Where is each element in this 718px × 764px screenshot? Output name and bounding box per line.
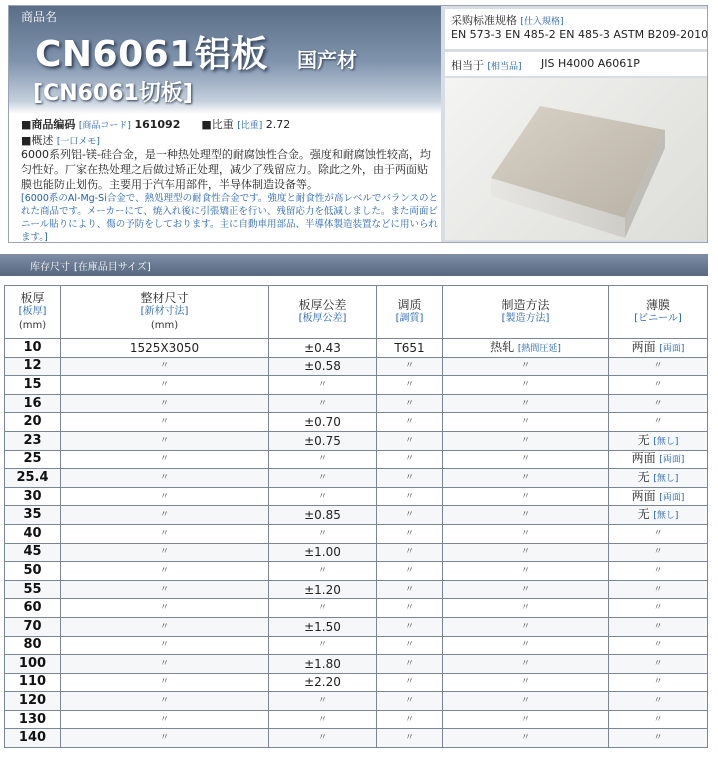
tolerance-cell: 〃 bbox=[269, 524, 377, 543]
product-code-value: 161092 bbox=[134, 118, 181, 131]
tolerance-cell: 〃 bbox=[269, 729, 377, 748]
manufacturing-cell: 热轧 [熱間圧延] bbox=[443, 339, 609, 358]
temper-cell: 〃 bbox=[377, 394, 443, 413]
manufacturing-cell: 〃 bbox=[443, 376, 609, 395]
full-size-cell: 〃 bbox=[61, 599, 269, 618]
table-row bbox=[5, 413, 708, 432]
tolerance-cell: 〃 bbox=[269, 469, 377, 488]
temper-cell: T651 bbox=[377, 339, 443, 358]
full-size-cell: 〃 bbox=[61, 636, 269, 655]
table-row bbox=[5, 692, 708, 711]
film-cell: 〃 bbox=[609, 376, 708, 395]
temper-cell: 〃 bbox=[377, 673, 443, 692]
film-cell: 〃 bbox=[609, 599, 708, 618]
table-row bbox=[5, 710, 708, 729]
product-info-panel bbox=[9, 6, 441, 242]
stock-size-label: 库存尺寸 bbox=[30, 262, 70, 273]
product-code-label-jp: [商品コード] bbox=[78, 121, 131, 131]
table-row bbox=[5, 357, 708, 376]
table-row bbox=[5, 673, 708, 692]
table-row bbox=[5, 431, 708, 450]
manufacturing-cell: 〃 bbox=[443, 710, 609, 729]
tolerance-cell: ±1.00 bbox=[269, 543, 377, 562]
temper-cell: 〃 bbox=[377, 487, 443, 506]
product-title: CN6061铝板 bbox=[35, 34, 268, 75]
manufacturing-cell: 〃 bbox=[443, 692, 609, 711]
manufacturing-cell: 〃 bbox=[443, 469, 609, 488]
equivalent-heading bbox=[451, 57, 522, 73]
header-manufacturing: 制造方法 [製造方法] bbox=[443, 286, 609, 339]
product-name-label: 商品名 bbox=[21, 10, 58, 24]
spec-panel bbox=[441, 6, 707, 242]
header-film: 薄膜 [ビニール] bbox=[609, 286, 708, 339]
manufacturing-cell: 〃 bbox=[443, 729, 609, 748]
full-size-cell: 〃 bbox=[61, 543, 269, 562]
manufacturing-cell: 〃 bbox=[443, 636, 609, 655]
header-temper: 调质 [調質] bbox=[377, 286, 443, 339]
manufacturing-cell: 〃 bbox=[443, 524, 609, 543]
film-cell: 〃 bbox=[609, 655, 708, 674]
table-row bbox=[5, 729, 708, 748]
header-full-size: 整材尺寸 [新材寸法] (mm) bbox=[61, 286, 269, 339]
density-value: 2.72 bbox=[265, 118, 291, 131]
temper-cell: 〃 bbox=[377, 357, 443, 376]
full-size-cell: 〃 bbox=[61, 506, 269, 525]
temper-cell: 〃 bbox=[377, 729, 443, 748]
tolerance-cell: 〃 bbox=[269, 710, 377, 729]
stock-size-title bbox=[30, 258, 151, 273]
film-cell: 〃 bbox=[609, 580, 708, 599]
manufacturing-cell: 〃 bbox=[443, 506, 609, 525]
tolerance-cell: ±0.85 bbox=[269, 506, 377, 525]
full-size-cell: 〃 bbox=[61, 617, 269, 636]
film-cell: 〃 bbox=[609, 692, 708, 711]
full-size-cell: 〃 bbox=[61, 580, 269, 599]
full-size-cell: 〃 bbox=[61, 655, 269, 674]
film-cell: 〃 bbox=[609, 562, 708, 581]
stock-size-table bbox=[4, 285, 708, 748]
manufacturing-cell: 〃 bbox=[443, 543, 609, 562]
tolerance-cell: 〃 bbox=[269, 562, 377, 581]
tolerance-cell: 〃 bbox=[269, 394, 377, 413]
film-cell: 两面 [両面] bbox=[609, 487, 708, 506]
thickness-cell: 55 bbox=[5, 580, 61, 599]
temper-cell: 〃 bbox=[377, 580, 443, 599]
summary-label-jp: [一口メモ] bbox=[56, 137, 100, 147]
thickness-cell: 12 bbox=[5, 357, 61, 376]
tolerance-cell: ±2.20 bbox=[269, 673, 377, 692]
table-row bbox=[5, 562, 708, 581]
tolerance-cell: ±0.70 bbox=[269, 413, 377, 432]
film-cell: 〃 bbox=[609, 636, 708, 655]
thickness-cell: 25.4 bbox=[5, 469, 61, 488]
equivalent-box bbox=[445, 52, 707, 76]
film-cell: 〃 bbox=[609, 543, 708, 562]
temper-cell: 〃 bbox=[377, 636, 443, 655]
table-row bbox=[5, 339, 708, 358]
table-row bbox=[5, 655, 708, 674]
table-row bbox=[5, 376, 708, 395]
manufacturing-cell: 〃 bbox=[443, 562, 609, 581]
temper-cell: 〃 bbox=[377, 524, 443, 543]
table-row bbox=[5, 524, 708, 543]
thickness-cell: 50 bbox=[5, 562, 61, 581]
full-size-cell: 〃 bbox=[61, 431, 269, 450]
full-size-cell: 〃 bbox=[61, 394, 269, 413]
manufacturing-cell: 〃 bbox=[443, 580, 609, 599]
purchase-standard-box bbox=[445, 9, 707, 49]
purchase-standard-label-jp: [仕入規格] bbox=[520, 17, 564, 27]
tolerance-cell: 〃 bbox=[269, 487, 377, 506]
full-size-cell: 〃 bbox=[61, 729, 269, 748]
thickness-cell: 120 bbox=[5, 692, 61, 711]
thickness-cell: 25 bbox=[5, 450, 61, 469]
thickness-cell: 10 bbox=[5, 339, 61, 358]
temper-cell: 〃 bbox=[377, 599, 443, 618]
manufacturing-cell: 〃 bbox=[443, 413, 609, 432]
full-size-cell: 〃 bbox=[61, 562, 269, 581]
header-tolerance: 板厚公差 [板厚公差] bbox=[269, 286, 377, 339]
thickness-cell: 45 bbox=[5, 543, 61, 562]
full-size-cell: 〃 bbox=[61, 469, 269, 488]
tolerance-cell: 〃 bbox=[269, 376, 377, 395]
temper-cell: 〃 bbox=[377, 543, 443, 562]
full-size-cell: 〃 bbox=[61, 413, 269, 432]
temper-cell: 〃 bbox=[377, 655, 443, 674]
tolerance-cell: ±0.58 bbox=[269, 357, 377, 376]
full-size-cell: 〃 bbox=[61, 673, 269, 692]
table-row bbox=[5, 580, 708, 599]
table-body bbox=[5, 339, 708, 748]
temper-cell: 〃 bbox=[377, 450, 443, 469]
tolerance-cell: 〃 bbox=[269, 450, 377, 469]
temper-cell: 〃 bbox=[377, 506, 443, 525]
purchase-standard-heading bbox=[451, 12, 564, 28]
temper-cell: 〃 bbox=[377, 562, 443, 581]
film-cell: 〃 bbox=[609, 357, 708, 376]
thickness-cell: 100 bbox=[5, 655, 61, 674]
table-row bbox=[5, 469, 708, 488]
tolerance-cell: 〃 bbox=[269, 692, 377, 711]
product-code-line bbox=[21, 116, 290, 132]
summary-heading bbox=[21, 132, 100, 148]
thickness-cell: 23 bbox=[5, 431, 61, 450]
film-cell: 两面 [両面] bbox=[609, 450, 708, 469]
thickness-cell: 40 bbox=[5, 524, 61, 543]
full-size-cell: 1525X3050 bbox=[61, 339, 269, 358]
tolerance-cell: ±0.43 bbox=[269, 339, 377, 358]
aluminum-plate-icon bbox=[445, 78, 707, 240]
product-code-label: ■商品编码 bbox=[21, 118, 76, 131]
film-cell: 〃 bbox=[609, 413, 708, 432]
summary-text-zh: 6000系列铝-镁-硅合金，是一种热处理型的耐腐蚀性合金。强度和耐腐蚀性较高，均匀性好。厂家在热处理之后做过矫正处理，减少了残留应力。除此之外，由于两面贴膜也能防止划伤。主要用于汽车用部件，半导体制造设备等。 bbox=[21, 148, 431, 191]
table-row bbox=[5, 506, 708, 525]
thickness-cell: 15 bbox=[5, 376, 61, 395]
thickness-cell: 130 bbox=[5, 710, 61, 729]
equivalent-label-jp: [相当品] bbox=[487, 62, 522, 72]
manufacturing-cell: 〃 bbox=[443, 655, 609, 674]
table-row bbox=[5, 487, 708, 506]
thickness-cell: 16 bbox=[5, 394, 61, 413]
temper-cell: 〃 bbox=[377, 710, 443, 729]
aluminum-plate-image bbox=[445, 78, 707, 240]
film-cell: 两面 [両面] bbox=[609, 339, 708, 358]
thickness-cell: 20 bbox=[5, 413, 61, 432]
film-cell: 〃 bbox=[609, 729, 708, 748]
film-cell: 无 [無し] bbox=[609, 506, 708, 525]
manufacturing-cell: 〃 bbox=[443, 450, 609, 469]
table-header-row bbox=[5, 286, 708, 339]
manufacturing-cell: 〃 bbox=[443, 599, 609, 618]
density-label-jp: [比重] bbox=[237, 121, 263, 131]
thickness-cell: 30 bbox=[5, 487, 61, 506]
full-size-cell: 〃 bbox=[61, 524, 269, 543]
film-cell: 无 [無し] bbox=[609, 469, 708, 488]
film-cell: 〃 bbox=[609, 673, 708, 692]
manufacturing-cell: 〃 bbox=[443, 617, 609, 636]
full-size-cell: 〃 bbox=[61, 487, 269, 506]
thickness-cell: 140 bbox=[5, 729, 61, 748]
tolerance-cell: ±1.80 bbox=[269, 655, 377, 674]
table-row bbox=[5, 599, 708, 618]
manufacturing-cell: 〃 bbox=[443, 357, 609, 376]
temper-cell: 〃 bbox=[377, 376, 443, 395]
full-size-cell: 〃 bbox=[61, 710, 269, 729]
product-origin: 国产材 bbox=[297, 48, 357, 72]
thickness-cell: 110 bbox=[5, 673, 61, 692]
purchase-standard-value: EN 573-3 EN 485-2 EN 485-3 ASTM B209-2010 bbox=[451, 28, 709, 41]
film-cell: 无 [無し] bbox=[609, 431, 708, 450]
full-size-cell: 〃 bbox=[61, 357, 269, 376]
tolerance-cell: 〃 bbox=[269, 599, 377, 618]
thickness-cell: 80 bbox=[5, 636, 61, 655]
manufacturing-cell: 〃 bbox=[443, 394, 609, 413]
tolerance-cell: ±0.75 bbox=[269, 431, 377, 450]
full-size-cell: 〃 bbox=[61, 450, 269, 469]
table-row bbox=[5, 450, 708, 469]
table-row bbox=[5, 617, 708, 636]
temper-cell: 〃 bbox=[377, 617, 443, 636]
table-row bbox=[5, 636, 708, 655]
temper-cell: 〃 bbox=[377, 431, 443, 450]
header-thickness: 板厚 [板厚] (mm) bbox=[5, 286, 61, 339]
summary-label: ■概述 bbox=[21, 134, 54, 147]
film-cell: 〃 bbox=[609, 710, 708, 729]
equivalent-label: 相当于 bbox=[451, 59, 484, 72]
manufacturing-cell: 〃 bbox=[443, 431, 609, 450]
equivalent-value: JIS H4000 A6061P bbox=[541, 57, 640, 70]
full-size-cell: 〃 bbox=[61, 692, 269, 711]
tolerance-cell: ±1.50 bbox=[269, 617, 377, 636]
manufacturing-cell: 〃 bbox=[443, 487, 609, 506]
product-header bbox=[8, 5, 708, 243]
temper-cell: 〃 bbox=[377, 692, 443, 711]
density-label: ■比重 bbox=[201, 118, 234, 131]
tolerance-cell: ±1.20 bbox=[269, 580, 377, 599]
purchase-standard-label: 采购标准规格 bbox=[451, 14, 517, 27]
film-cell: 〃 bbox=[609, 394, 708, 413]
summary-text-jp: [6000系のAl-Mg-Si合金で、熱処理型の耐食性合金です。強度と耐食性が高レベルでバランスのとれた商品です。メーカーにて、焼入れ後に引張矯正を行い、残留応力を低減しました。また両面ビニール貼りにより、傷の予防をしております。主に自動車用部品、半導体製造装置などに用いられます。] bbox=[21, 193, 439, 243]
table-row bbox=[5, 394, 708, 413]
temper-cell: 〃 bbox=[377, 469, 443, 488]
film-cell: 〃 bbox=[609, 524, 708, 543]
table-row bbox=[5, 543, 708, 562]
film-cell: 〃 bbox=[609, 617, 708, 636]
thickness-cell: 60 bbox=[5, 599, 61, 618]
stock-size-label-jp: [在庫品目サイズ] bbox=[73, 262, 151, 273]
manufacturing-cell: 〃 bbox=[443, 673, 609, 692]
thickness-cell: 35 bbox=[5, 506, 61, 525]
full-size-cell: 〃 bbox=[61, 376, 269, 395]
thickness-cell: 70 bbox=[5, 617, 61, 636]
temper-cell: 〃 bbox=[377, 413, 443, 432]
stock-size-section-bar bbox=[0, 254, 708, 276]
product-subtitle: [CN6061切板] bbox=[33, 81, 193, 106]
tolerance-cell: 〃 bbox=[269, 636, 377, 655]
